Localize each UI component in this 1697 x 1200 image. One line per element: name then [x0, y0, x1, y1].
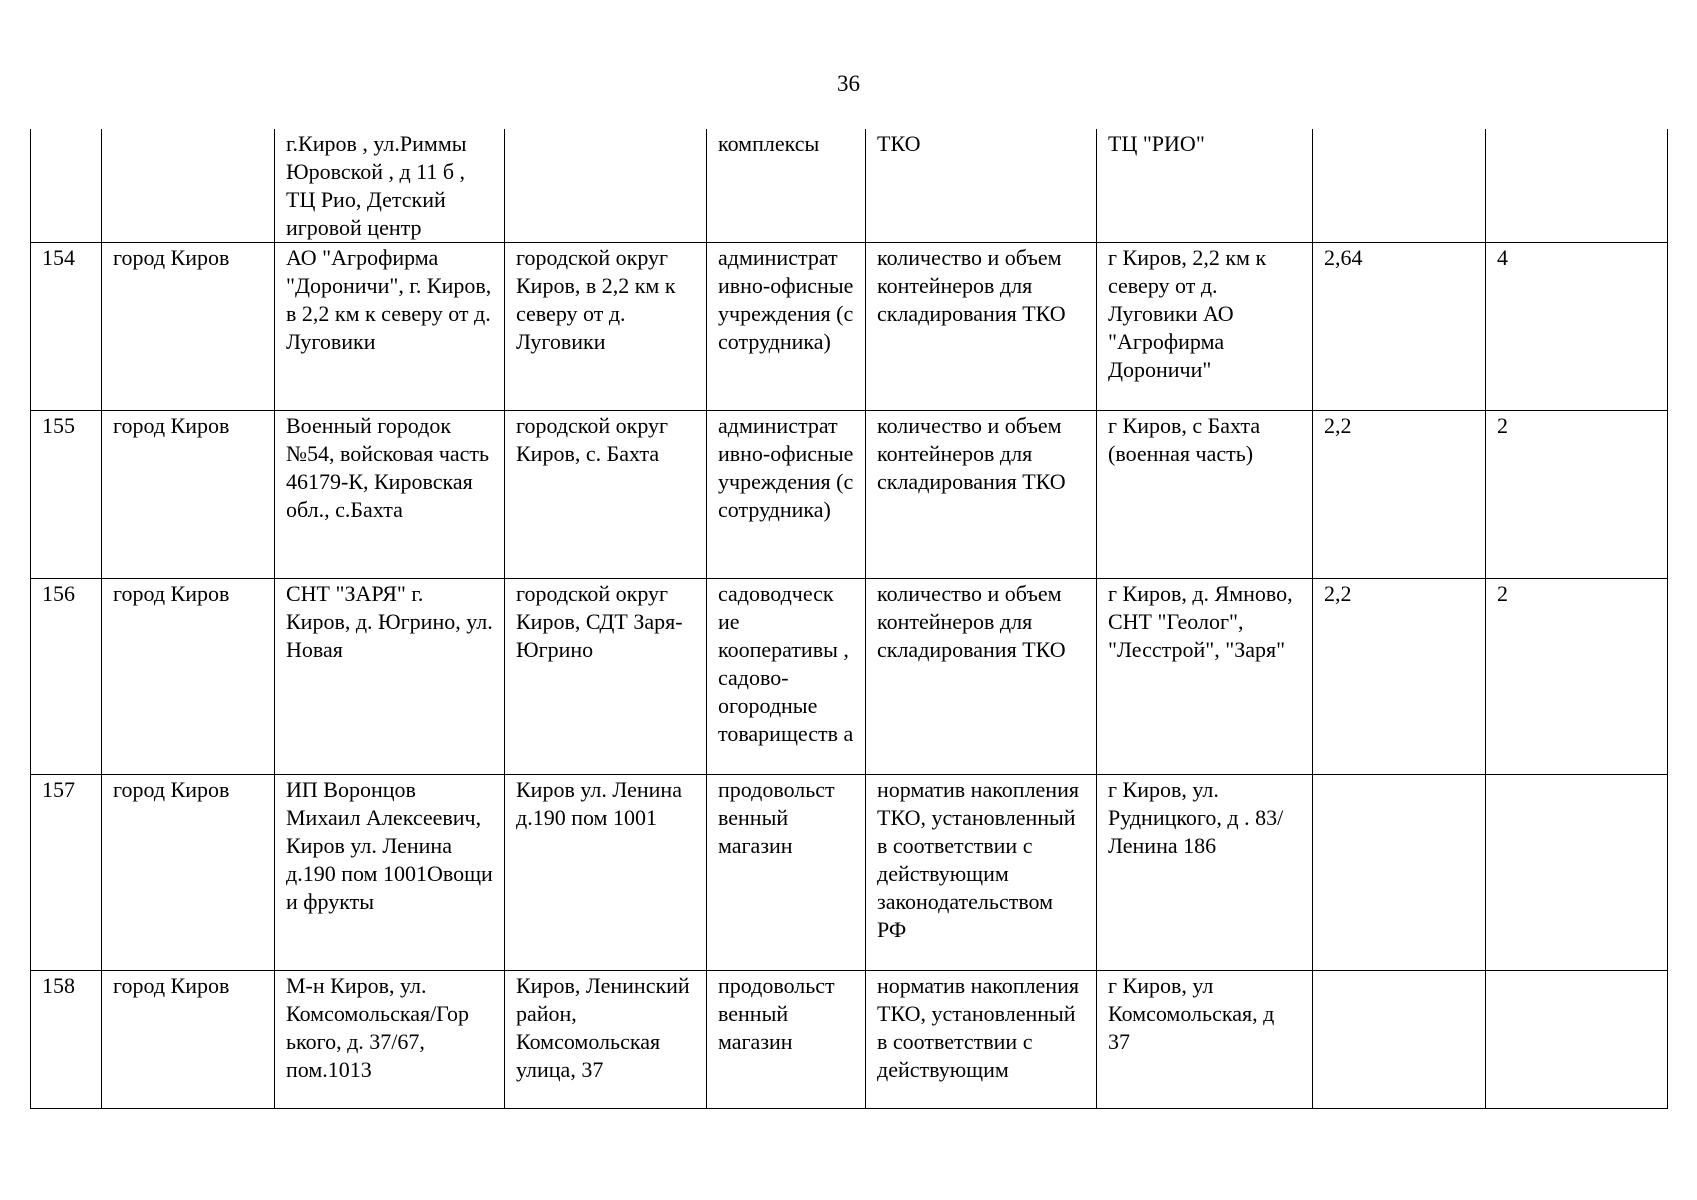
category-cell: комплексы [707, 129, 866, 243]
waste-source-cell: М-н Киров, ул. Комсомольская/Гор ького, д. 37/67, пом.1013 [275, 971, 505, 1109]
municipality-cell: город Киров [102, 579, 275, 775]
row-number-cell: 156 [31, 579, 102, 775]
location-cell: городской округ Киров, в 2,2 км к северу от д. Луговики [505, 243, 707, 411]
table-row [31, 411, 1668, 579]
municipality-cell: город Киров [102, 243, 275, 411]
container-count-cell: 4 [1486, 243, 1668, 411]
category-cell: продовольст венный магазин [707, 971, 866, 1109]
row-number-cell: 154 [31, 243, 102, 411]
page-number: 36 [837, 71, 860, 96]
calculation-method-cell: ТКО [866, 129, 1097, 243]
location-cell: городской округ Киров, с. Бахта [505, 411, 707, 579]
category-cell: садоводческ ие кооперативы , садово-огородные товариществ а [707, 579, 866, 775]
waste-source-cell: г.Киров , ул.Риммы Юровской , д 11 б , ТЦ Рио, Детский игровой центр [275, 129, 505, 243]
waste-source-cell: АО "Агрофирма "Дороничи", г. Киров, в 2,2 км к северу от д. Луговики [275, 243, 505, 411]
volume-cell [1313, 129, 1486, 243]
municipality-cell: город Киров [102, 971, 275, 1109]
waste-source-cell: Военный городок №54, войсковая часть 46179-К, Кировская обл., с.Бахта [275, 411, 505, 579]
waste-source-cell: СНТ "ЗАРЯ" г. Киров, д. Югрино, ул. Новая [275, 579, 505, 775]
volume-cell [1313, 971, 1486, 1109]
row-number-cell: 158 [31, 971, 102, 1109]
table-row [31, 243, 1668, 411]
collection-site-cell: г Киров, ул. Рудницкого, д . 83/Ленина 186 [1097, 775, 1313, 971]
collection-site-cell: г Киров, д. Ямново, СНТ "Геолог", "Лесстрой", "Заря" [1097, 579, 1313, 775]
volume-cell: 2,2 [1313, 411, 1486, 579]
volume-cell: 2,64 [1313, 243, 1486, 411]
calculation-method-cell: норматив накопления ТКО, установленный в соответствии с действующим законодательством РФ [866, 775, 1097, 971]
container-count-cell: 2 [1486, 579, 1668, 775]
calculation-method-cell: количество и объем контейнеров для складирования ТКО [866, 579, 1097, 775]
municipality-cell: город Киров [102, 411, 275, 579]
waste-source-cell: ИП Воронцов Михаил Алексеевич, Киров ул. Ленина д.190 пом 1001Овощи и фрукты [275, 775, 505, 971]
calculation-method-cell: количество и объем контейнеров для складирования ТКО [866, 243, 1097, 411]
container-count-cell [1486, 129, 1668, 243]
location-cell: Киров ул. Ленина д.190 пом 1001 [505, 775, 707, 971]
row-number-cell [31, 129, 102, 243]
category-cell: продовольст венный магазин [707, 775, 866, 971]
collection-site-cell: г Киров, ул Комсомольская, д 37 [1097, 971, 1313, 1109]
table-row [31, 579, 1668, 775]
row-number-cell: 157 [31, 775, 102, 971]
collection-site-cell: г Киров, с Бахта (военная часть) [1097, 411, 1313, 579]
waste-sites-table [30, 129, 1668, 1109]
location-cell [505, 129, 707, 243]
calculation-method-cell: количество и объем контейнеров для складирования ТКО [866, 411, 1097, 579]
volume-cell [1313, 775, 1486, 971]
calculation-method-cell: норматив накопления ТКО, установленный в соответствии с действующим [866, 971, 1097, 1109]
table-row [31, 971, 1668, 1109]
container-count-cell [1486, 775, 1668, 971]
municipality-cell [102, 129, 275, 243]
category-cell: администрат ивно-офисные учреждения (с сотрудника) [707, 243, 866, 411]
volume-cell: 2,2 [1313, 579, 1486, 775]
table-row [31, 129, 1668, 243]
location-cell: городской округ Киров, СДТ Заря-Югрино [505, 579, 707, 775]
row-number-cell: 155 [31, 411, 102, 579]
category-cell: администрат ивно-офисные учреждения (с сотрудника) [707, 411, 866, 579]
table-row [31, 775, 1668, 971]
container-count-cell [1486, 971, 1668, 1109]
collection-site-cell: ТЦ "РИО" [1097, 129, 1313, 243]
location-cell: Киров, Ленинский район, Комсомольская улица, 37 [505, 971, 707, 1109]
collection-site-cell: г Киров, 2,2 км к северу от д. Луговики АО "Агрофирма Дороничи" [1097, 243, 1313, 411]
municipality-cell: город Киров [102, 775, 275, 971]
container-count-cell: 2 [1486, 411, 1668, 579]
